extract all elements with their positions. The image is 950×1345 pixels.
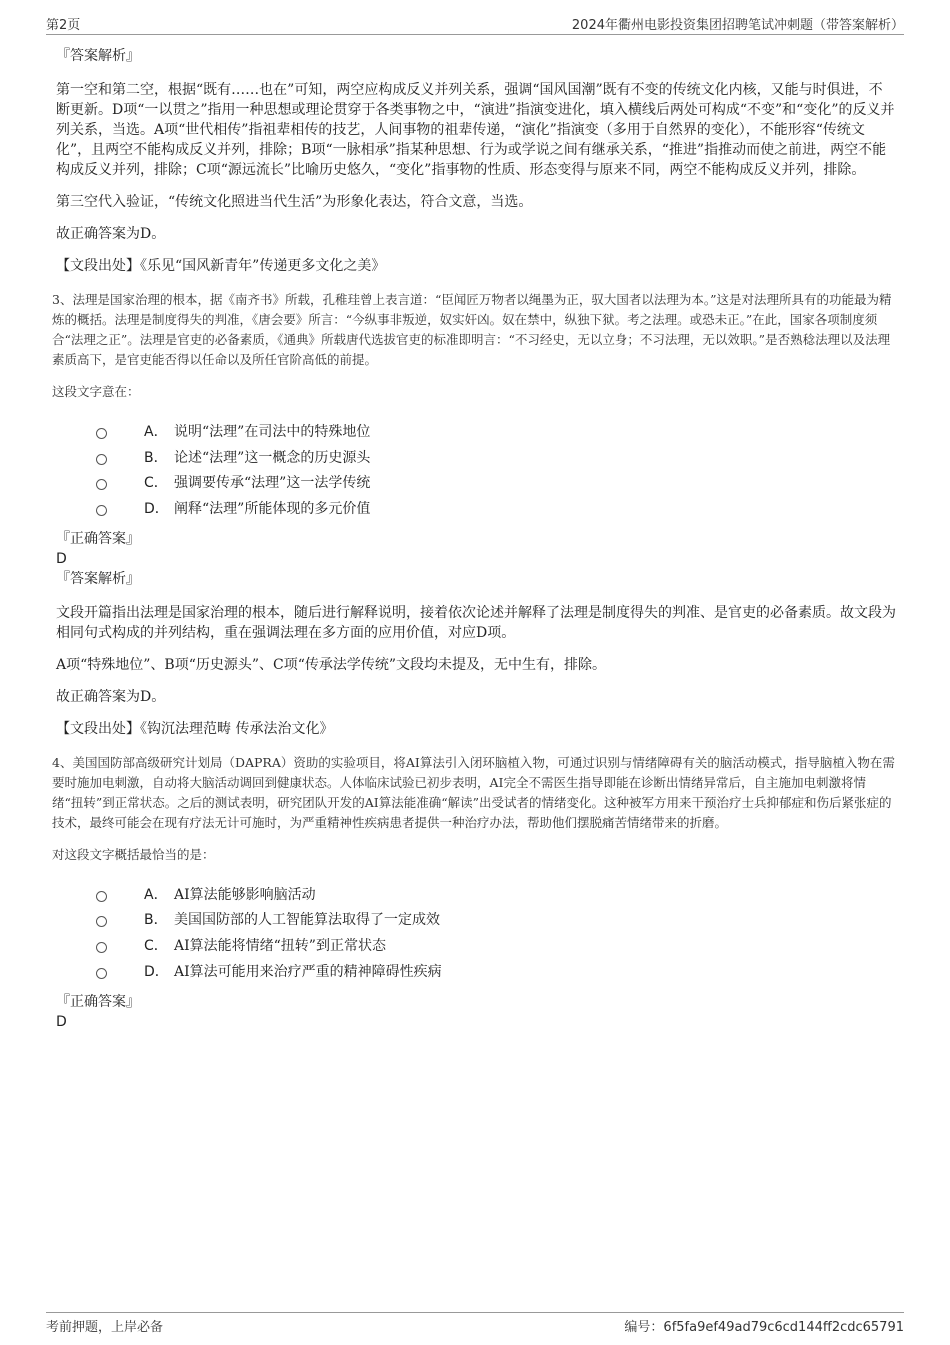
option-letter: A．: [144, 886, 168, 903]
page-footer: [46, 1312, 904, 1335]
q3-option-d[interactable]: [56, 497, 896, 523]
footer-slogan: 考前押题，上岸必备: [46, 1320, 164, 1335]
q4-options: [56, 883, 896, 986]
option-text: 说明“法理”在司法中的特殊地位: [174, 424, 371, 440]
q4-correct-answer: D: [56, 1013, 67, 1030]
q4-option-b[interactable]: [56, 908, 896, 934]
option-letter: D．: [144, 501, 169, 518]
option-text: 美国国防部的人工智能算法取得了一定成效: [174, 912, 440, 929]
q3-analysis-p3: 故正确答案为D。: [56, 688, 166, 705]
q2-analysis-p2: 第三空代入验证，“传统文化照进当代生活”为形象化表达，符合文意，当选。: [56, 194, 533, 210]
q3-option-c[interactable]: [56, 471, 896, 497]
page-content: [52, 46, 896, 1032]
radio-icon[interactable]: [96, 891, 107, 902]
q4-option-d[interactable]: [56, 960, 896, 986]
radio-icon[interactable]: [96, 505, 107, 516]
q3-correct-label: 『正确答案』: [56, 530, 140, 547]
document-code: 编号：6f5fa9ef49ad79c6cd144ff2cdc65791: [624, 1320, 904, 1335]
option-text: AI算法能够影响脑活动: [174, 886, 316, 903]
option-text: AI算法可能用来治疗严重的精神障碍性疾病: [174, 963, 442, 980]
q2-analysis-p1: 第一空和第二空，根据“既有……也在”可知，两空应构成反义并列关系，强调“国风国潮”既有不变的传统文化内核，又能与时俱进，不断更新。D项“一以贯之”指用一种思想或理论贯穿于各类事物之中，“演进”指演变进化，填入横线后两处可构成“不变”和“变化”的反义并列关系，当选。A项“世代相传”指祖辈相传的技艺，人间事物的祖辈传递，“演化”指演变（多用于自然界的变化），不能形容“传统文化”，且两空不能构成反义并列，排除；B项“一脉相承”指某种思想、行为或学说之间有继承关系，“推进”指推动而使之前进，两空不能构成反义并列，排除；C项“源远流长”比喻历史悠久，“变化”指事物的性质、形态变得与原来不同，两空不能构成反义并列，排除。: [56, 82, 895, 178]
option-letter: B．: [144, 449, 168, 466]
q4-option-c[interactable]: [56, 934, 896, 960]
q4-option-a[interactable]: [56, 883, 896, 909]
q3-stem: 3、法理是国家治理的根本，据《南齐书》所载，孔稚珪曾上表言道：“臣闻匠万物者以绳墨为正，驭大国者以法理为本。”这是对法理所具有的功能最为精炼的概括。法理是制度得失的判准，《唐会要》所言：“今纵事非叛逆，奴实奸凶。奴在禁中，纵独下狱。考之法理。或恐未正。”在此，国家各项制度须合“法理之正”。法理是官吏的必备素质，《通典》所载唐代选拔官吏的标准即明言：“不习经史，无以立身；不习法理，无以效职。”是否熟稔法理以及法理素质高下，是官吏能否得以任命以及所任官阶高低的前提。: [52, 292, 892, 367]
q3-analysis-p2: A项“特殊地位”、B项“历史源头”、C项“传承法学传统”文段均未提及，无中生有，排除。: [56, 656, 607, 673]
page-number: 第2页: [46, 18, 81, 33]
radio-icon[interactable]: [96, 479, 107, 490]
q3-question: 这段文字意在：: [52, 384, 140, 399]
option-text: 阐释“法理”所能体现的多元价值: [174, 501, 371, 518]
q3-option-a[interactable]: [56, 420, 896, 446]
page-header: [46, 12, 904, 35]
option-letter: B．: [144, 912, 168, 929]
q2-source: 【文段出处】《乐见“国风新青年”传递更多文化之美》: [56, 258, 386, 274]
option-text: AI算法能将情绪“扭转”到正常状态: [174, 938, 386, 955]
q4-correct-label: 『正确答案』: [56, 993, 140, 1010]
q2-analysis-label: 『答案解析』: [56, 48, 140, 64]
radio-icon[interactable]: [96, 968, 107, 979]
document-title: 2024年衢州电影投资集团招聘笔试冲刺题（带答案解析）: [571, 18, 904, 33]
q3-option-b[interactable]: [56, 446, 896, 472]
radio-icon[interactable]: [96, 428, 107, 439]
q3-source: 【文段出处】《钩沉法理范畴 传承法治文化》: [56, 720, 334, 737]
radio-icon[interactable]: [96, 942, 107, 953]
option-letter: D．: [144, 963, 169, 980]
q4-stem: 4、美国国防部高级研究计划局（DAPRA）资助的实验项目，将AI算法引入闭环脑植入物，可通过识别与情绪障碍有关的脑活动模式，指导脑植入物在需要时施加电刺激，自动将大脑活动调回到健康状态。人体临床试验已初步表明，AI完全不需医生指导即能在诊断出情绪异常后，自主施加电刺激将情绪“扭转”到正常状态。之后的测试表明，研究团队开发的AI算法能准确“解读”出受试者的情绪变化。这种被军方用来干预治疗士兵抑郁症和伤后紧张症的技术，最终可能会在现有疗法无计可施时，为严重精神性疾病患者提供一种治疗办法，帮助他们摆脱痛苦情绪带来的折磨。: [52, 754, 895, 830]
radio-icon[interactable]: [96, 916, 107, 927]
q3-correct-answer: D: [56, 550, 67, 567]
option-letter: A．: [144, 424, 168, 440]
option-letter: C．: [144, 475, 168, 492]
radio-icon[interactable]: [96, 454, 107, 465]
q2-analysis-p3: 故正确答案为D。: [56, 226, 166, 242]
option-text: 强调要传承“法理”这一法学传统: [174, 475, 371, 492]
q3-analysis-p1: 文段开篇指出法理是国家治理的根本，随后进行解释说明，接着依次论述并解释了法理是制度得失的判准、是官吏的必备素质。故文段为相同句式构成的并列结构，重在强调法理在多方面的应用价值，对应D项。: [56, 604, 896, 641]
option-text: 论述“法理”这一概念的历史源头: [174, 449, 371, 466]
q4-question: 对这段文字概括最恰当的是：: [52, 846, 215, 862]
q3-options: [56, 420, 896, 523]
option-letter: C．: [144, 938, 168, 955]
q3-analysis-label: 『答案解析』: [56, 570, 140, 587]
